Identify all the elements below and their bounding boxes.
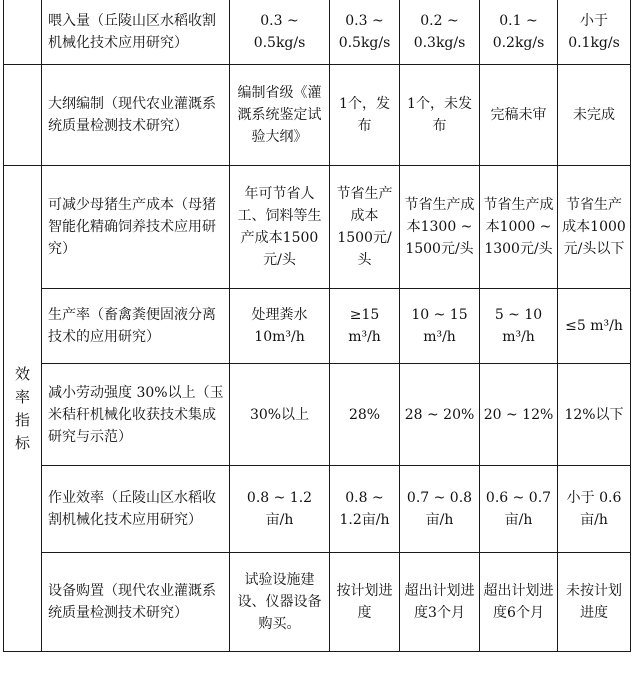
table-row bbox=[4, 466, 631, 553]
indicator-cell: 大纲编制（现代农业灌溉系统质量检测技术研究） bbox=[42, 65, 230, 166]
grade-4-cell: ≤5 m³/h bbox=[558, 289, 631, 364]
grade-4-cell: 小于 0.1kg/s bbox=[558, 0, 631, 65]
grade-4-cell: 12%以下 bbox=[558, 364, 631, 466]
grade-1-cell: 28% bbox=[330, 364, 400, 466]
target-value-cell: 编制省级《灌溉系统鉴定试验大纲》 bbox=[230, 65, 330, 166]
target-value-cell: 0.8 ~ 1.2 亩/h bbox=[230, 466, 330, 553]
grade-3-cell: 0.6 ~ 0.7亩/h bbox=[480, 466, 558, 553]
indicator-cell: 可减少母猪生产成本（母猪智能化精确饲养技术应用研究） bbox=[42, 166, 230, 289]
efficiency-indicator-table bbox=[3, 0, 631, 652]
grade-1-cell: 1个，发布 bbox=[330, 65, 400, 166]
target-value-cell: 试验设施建设、仪器设备购买。 bbox=[230, 553, 330, 652]
target-value-cell: 年可节省人工、饲料等生产成本1500元/头 bbox=[230, 166, 330, 289]
grade-1-cell: ≥15 m³/h bbox=[330, 289, 400, 364]
grade-2-cell: 1个，未发布 bbox=[400, 65, 480, 166]
table-row bbox=[4, 0, 631, 65]
table-row bbox=[4, 166, 631, 289]
grade-4-cell: 未完成 bbox=[558, 65, 631, 166]
category-cell-top bbox=[4, 0, 42, 65]
target-value-cell: 30%以上 bbox=[230, 364, 330, 466]
grade-3-cell: 节省生产成本1000 ~ 1300元/头 bbox=[480, 166, 558, 289]
indicator-cell: 喂入量（丘陵山区水稻收割机械化技术应用研究） bbox=[42, 0, 230, 65]
grade-3-cell: 完稿未审 bbox=[480, 65, 558, 166]
indicator-cell: 减小劳动强度 30%以上（玉米秸秆机械化收获技术集成研究与示范） bbox=[42, 364, 230, 466]
grade-1-cell: 0.8 ~ 1.2亩/h bbox=[330, 466, 400, 553]
table-row bbox=[4, 364, 631, 466]
grade-4-cell: 未按计划进度 bbox=[558, 553, 631, 652]
grade-2-cell: 0.7 ~ 0.8亩/h bbox=[400, 466, 480, 553]
grade-1-cell: 节省生产成本1500元/头 bbox=[330, 166, 400, 289]
grade-1-cell: 按计划进度 bbox=[330, 553, 400, 652]
indicator-cell: 生产率（畜禽粪便固液分离技术的应用研究） bbox=[42, 289, 230, 364]
grade-3-cell: 0.1 ~ 0.2kg/s bbox=[480, 0, 558, 65]
grade-3-cell: 20 ~ 12% bbox=[480, 364, 558, 466]
category-label: 效率指标 bbox=[14, 364, 30, 452]
grade-3-cell: 5 ~ 10 m³/h bbox=[480, 289, 558, 364]
grade-4-cell: 节省生产成本1000元/头以下 bbox=[558, 166, 631, 289]
target-value-cell: 处理粪水10m³/h bbox=[230, 289, 330, 364]
grade-2-cell: 28 ~ 20% bbox=[400, 364, 480, 466]
target-value-cell: 0.3 ~ 0.5kg/s bbox=[230, 0, 330, 65]
indicator-cell: 作业效率（丘陵山区水稻收割机械化技术应用研究） bbox=[42, 466, 230, 553]
grade-2-cell: 超出计划进度3个月 bbox=[400, 553, 480, 652]
table-row bbox=[4, 553, 631, 652]
grade-2-cell: 节省生产成本1300 ~ 1500元/头 bbox=[400, 166, 480, 289]
grade-2-cell: 10 ~ 15 m³/h bbox=[400, 289, 480, 364]
table-row bbox=[4, 65, 631, 166]
grade-3-cell: 超出计划进度6个月 bbox=[480, 553, 558, 652]
grade-1-cell: 0.3 ~ 0.5kg/s bbox=[330, 0, 400, 65]
grade-4-cell: 小于 0.6亩/h bbox=[558, 466, 631, 553]
category-cell bbox=[4, 166, 42, 652]
grade-2-cell: 0.2 ~ 0.3kg/s bbox=[400, 0, 480, 65]
indicator-cell: 设备购置（现代农业灌溉系统质量检测技术研究） bbox=[42, 553, 230, 652]
category-cell-top bbox=[4, 65, 42, 166]
table-row bbox=[4, 289, 631, 364]
